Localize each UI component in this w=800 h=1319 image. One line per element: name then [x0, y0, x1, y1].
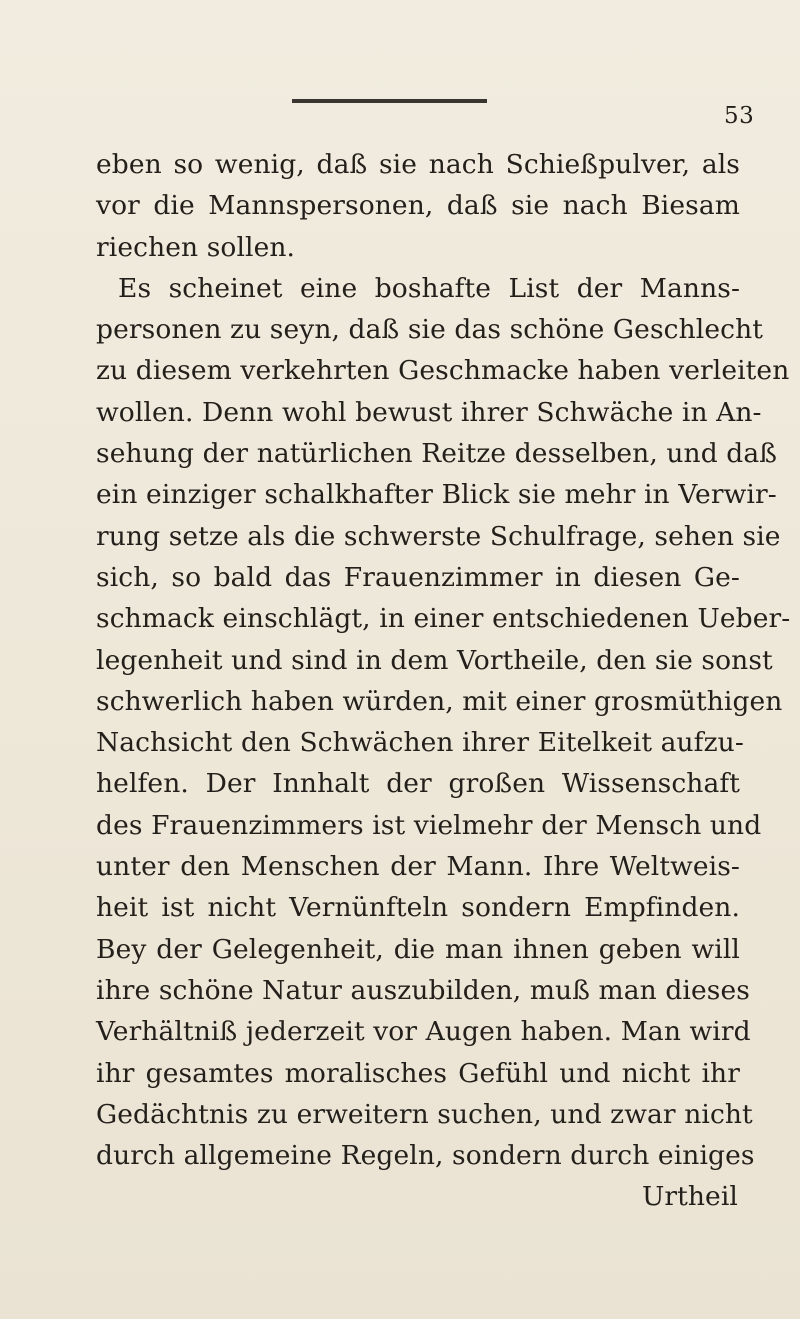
text-line: wollen. Denn wohl bewust ihrer Schwäche in An-	[96, 396, 762, 428]
text-line: eben so wenig, daß sie nach Schießpulver, als	[96, 149, 740, 180]
header-rule	[292, 99, 487, 103]
text-line: Nachsicht den Schwächen ihrer Eitelkeit aufzu-	[96, 727, 744, 759]
page-number: 53	[724, 103, 755, 129]
text-line: ein einziger schalkhafter Blick sie mehr in Verwir-	[96, 479, 777, 511]
text-line: des Frauenzimmers ist vielmehr der Mensch und	[96, 809, 762, 841]
text-line: personen zu seyn, daß sie das schöne Geschlecht	[96, 314, 763, 346]
text-line: zu diesem verkehrten Geschmacke haben verleiten	[96, 355, 790, 387]
text-line: Bey der Gelegenheit, die man ihnen geben will	[96, 933, 740, 965]
text-line: legenheit und sind in dem Vortheile, den sie sonst	[96, 644, 773, 676]
text-line: ihr gesamtes moralisches Gefühl und nicht ihr	[96, 1057, 740, 1089]
text-line: sich, so bald das Frauenzimmer in diesen Ge-	[96, 561, 740, 593]
text-line: Gedächtnis zu erweitern suchen, und zwar nicht	[96, 1098, 753, 1130]
text-line: helfen. Der Innhalt der großen Wissenschaft	[96, 768, 740, 800]
catchword: Urtheil	[641, 1181, 738, 1213]
text-line: unter den Menschen der Mann. Ihre Weltweis-	[96, 851, 740, 883]
text-line: Verhältniß jederzeit vor Augen haben. Man wird	[96, 1016, 751, 1048]
text-line: rung setze als die schwerste Schulfrage, sehen sie	[96, 520, 781, 552]
body-text	[96, 144, 791, 1218]
text-line: schmack einschlägt, in einer entschiedenen Ueber-	[96, 603, 791, 635]
text-line: ihre schöne Natur auszubilden, muß man dieses	[96, 974, 750, 1006]
text-line: sehung der natürlichen Reitze desselben, und daß	[96, 438, 778, 470]
text-line: vor die Mannspersonen, daß sie nach Biesam	[96, 190, 740, 222]
text-line: Es scheinet eine boshafte List der Manns-	[118, 272, 740, 304]
text-line: durch allgemeine Regeln, sondern durch einiges	[96, 1140, 755, 1172]
text-line: schwerlich haben würden, mit einer grosmüthigen	[96, 685, 783, 717]
text-line: riechen sollen.	[96, 231, 296, 263]
text-line: heit ist nicht Vernünfteln sondern Empfinden.	[96, 892, 740, 924]
